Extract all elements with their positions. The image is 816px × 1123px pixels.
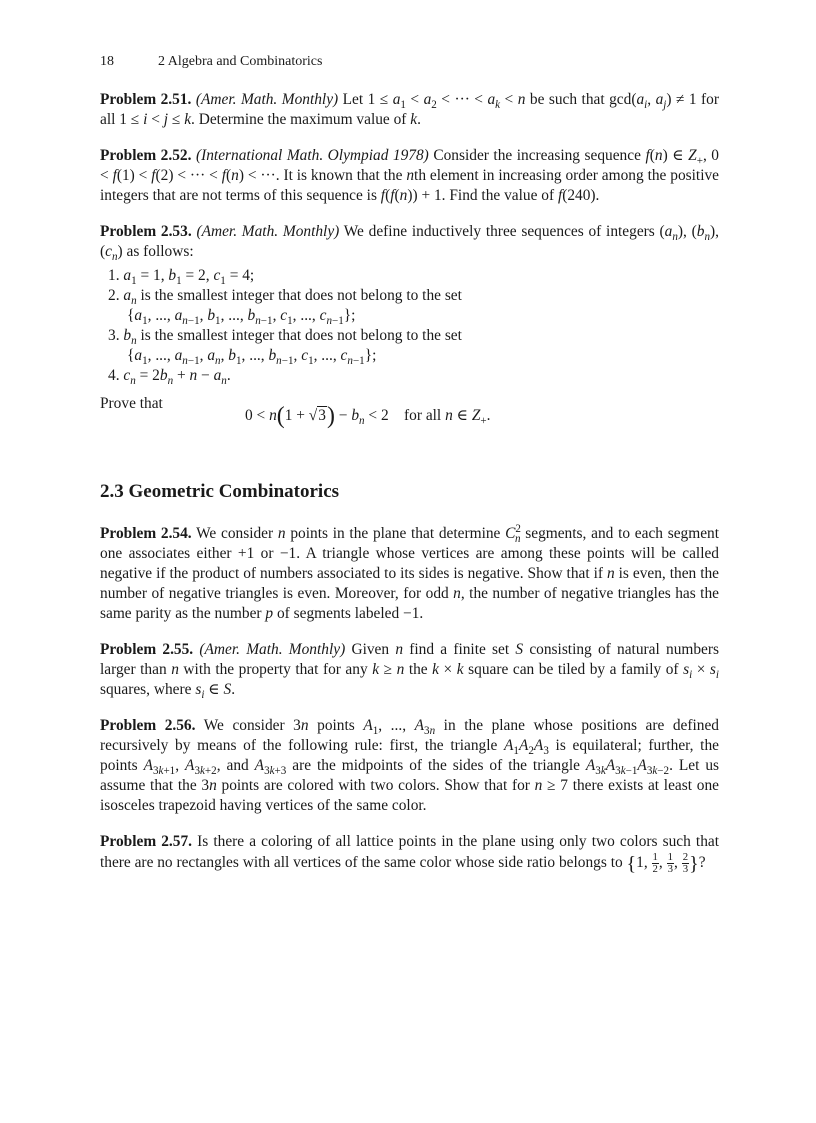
problem-source: (Amer. Math. Monthly) (199, 641, 346, 658)
problem-2-52: Problem 2.52. (International Math. Olympiad 1978) Consider the increasing sequence f(n) ∈ $Z_+$, 0 < f(1) < f(2) < ··· < f(n) < ···. It is known that the nth element in increasing order among the positive integers that are not terms of this sequence is f(f(n)) + 1. Find the value of f(240). (100, 147, 719, 204)
problem-label: Problem 2.57. (100, 833, 193, 850)
page-number: 18 (100, 54, 114, 69)
problem-2-53: Problem 2.53. (Amer. Math. Monthly) We define inductively three sequences of integers $(a_n)$, $(b_n)$, $(c_n)$ as follows: 1. $a_1 = 1$, $b_1 = 2$, $c_1 = 4$; 2. $a_n$ is the smallest integer that does not belong to the set {$a_1$, ..., $a_{n-1}$, $b_1$, ..., $b_{n-1}$, $c_1$, ..., $c_{n-1}$}; 3. $b_n$ is the smallest integer that does not belong to the set {$a_1$, ..., $a_{n-1}$, $a_n$, $b_1$, ..., $b_{n-1}$, $c_1$, ..., $c_{n-1}$}; 4. $c_n = 2b_n + n - a_n$. Prove that $0 < n(1 + √3) - b_n < 2$ for all n ∈ $Z_+$. (100, 223, 719, 429)
list-item: 2. $a_n$ is the smallest integer that does not belong to the set {$a_1$, ..., $a_{n-1}$, $b_1$, ..., $b_{n-1}$, $c_1$, ..., $c_{n-1}$}; (108, 287, 462, 328)
problem-2-57: Problem 2.57. Is there a coloring of all lattice points in the plane using only two colors such that there are no rectangles with all vertices of the same color whose side ratio belongs to {1, $\frac{1}{2}$ , $\frac{1}{3}$ , $\frac{2}{3}$ }? (100, 833, 720, 875)
section-heading: 2.3 Geometric Combinatorics (100, 481, 340, 502)
definition-list (100, 266, 719, 386)
inequality: $0 < n(1 + √3) - b_n < 2$ for all n ∈ $Z_+$. (245, 403, 491, 429)
problem-source: (Amer. Math. Monthly) (196, 223, 340, 240)
running-head (100, 52, 719, 72)
problem-label: Problem 2.51. (100, 91, 192, 108)
problem-label: Problem 2.52. (100, 147, 192, 164)
problem-2-54: Problem 2.54. We consider n points in the plane that determine $C^2_n$ segments, and to each segment one associates either +1 or −1. A triangle whose vertices are among these points will be called negative if the product of numbers associated to its sides is negative. Show that if n is even, then the number of negative triangles is even. Moreover, for odd n, the number of negative triangles has the same parity as the number p of segments labeled −1. (100, 522, 720, 622)
chapter-title: 2 Algebra and Combinatorics (158, 54, 323, 69)
list-item: 1. $a_1 = 1$, $b_1 = 2$, $c_1 = 4$; (108, 267, 255, 288)
list-item: 4. $c_n = 2b_n + n - a_n$. (108, 367, 231, 388)
page (100, 52, 719, 891)
problem-2-55: Problem 2.55. (Amer. Math. Monthly) Given n find a finite set S consisting of natural numbers larger than n with the property that for any k ≥ n the k × k square can be tiled by a family of $s_i \times s_i$ squares, where $s_i$ ∈ S. (100, 641, 719, 702)
problem-label: Problem 2.53. (100, 223, 192, 240)
problem-label: Problem 2.55. (100, 641, 194, 658)
prove-statement (100, 394, 719, 430)
problem-label: Problem 2.56. (100, 717, 196, 734)
problem-label: Problem 2.54. (100, 525, 192, 542)
problem-2-51: Problem 2.51. (Amer. Math. Monthly) Let $1 \le a_1 < a_2$ < ··· < $a_k < n$ be such that $\gcd(a_i$, $a_j) \ne 1$ for all 1 ≤ i < j ≤ k. Determine the maximum value of k. (100, 91, 719, 128)
list-item: 3. $b_n$ is the smallest integer that does not belong to the set {$a_1$, ..., $a_{n-1}$, $a_n$, $b_1$, ..., $b_{n-1}$, $c_1$, ..., $c_{n-1}$}; (108, 327, 462, 368)
problem-source: (International Math. Olympiad 1978) (195, 147, 429, 164)
problem-2-56: Problem 2.56. We consider 3n points $A_1$, ..., $A_{3n}$ in the plane whose positions are defined recursively by means of the following rule: first, the triangle $A_1A_2A_3$ is equilateral; further, the points $A_{3k+1}$, $A_{3k+2}$, and $A_{3k+3}$ are the midpoints of the sides of the triangle $A_{3k}A_{3k-1}A_{3k-2}$. Let us assume that the 3n points are colored with two colors. Show that for n ≥ 7 there exists at least one isosceles trapezoid having vertices of the same color. (100, 717, 720, 814)
prove-lead: Prove that (100, 395, 163, 412)
problem-source: (Amer. Math. Monthly) (195, 91, 339, 108)
